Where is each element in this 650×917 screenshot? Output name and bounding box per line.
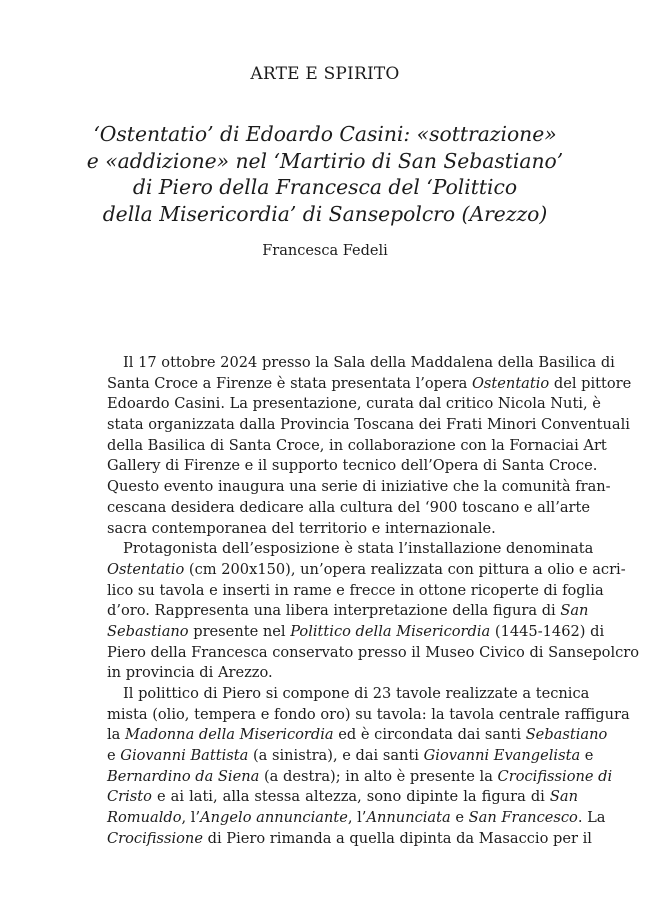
text: Protagonista dell’esposizione è stata l’installazione denominata: [123, 540, 594, 558]
paragraph-line: [107, 353, 615, 374]
text: Il 17 ottobre 2024 presso la Sala della Maddalena della Basilica di: [123, 354, 615, 371]
italic-text: Sebastiano: [525, 726, 608, 744]
paragraph-line: [107, 477, 611, 498]
text: Questo evento inaugura una serie di iniziative che la comunità fran-: [107, 478, 611, 496]
italic-text: Crocifissione: [107, 829, 203, 847]
text: e: [107, 747, 121, 765]
paragraph-line: [107, 601, 589, 622]
text: Il polittico di Piero si compone di 23 tavole realizzate a tecnica: [123, 685, 590, 702]
article-body: [107, 353, 640, 850]
italic-text: Annunciata: [366, 809, 451, 827]
italic-text: Madonna della Misericordia: [125, 726, 334, 744]
italic-text: San: [560, 602, 589, 620]
italic-text: Ostentatio: [471, 374, 550, 392]
text: ed è circondata dai santi: [333, 726, 526, 744]
title-line: di Piero della Francesca del ‘Polittico: [132, 175, 518, 199]
italic-text: Sebastiano: [107, 622, 189, 640]
text: (cm 200x150), un’opera realizzata con pittura a olio e acri-: [184, 560, 626, 578]
paragraph-line: [107, 746, 594, 767]
author-name: Francesca Fedeli: [262, 243, 388, 259]
paragraph-line: [107, 725, 608, 746]
text: di Piero rimanda a quella dipinta da Masaccio per il: [202, 829, 592, 847]
text: cescana desidera dedicare alla cultura del ‘900 toscano e all’arte: [107, 498, 591, 516]
italic-text: Giovanni Evangelista: [423, 747, 581, 765]
italic-text: Giovanni Battista: [120, 747, 249, 765]
text: stata organizzata dalla Provincia Toscana dei Frati Minori Conventuali: [107, 416, 630, 434]
text: Piero della Francesca conservato presso il Museo Civico di Sansepolcro: [107, 643, 640, 661]
italic-text: Ostentatio: [107, 560, 185, 578]
text: in provincia di Arezzo.: [107, 664, 273, 682]
paragraph-line: [107, 767, 613, 788]
italic-text: San: [549, 788, 578, 806]
title-line: e «addizione» nel ‘Martirio di San Sebastiano’: [86, 148, 564, 173]
text: della Basilica di Santa Croce, in collaborazione con la Fornaciai Art: [107, 436, 607, 454]
italic-text: Bernardino da Siena: [107, 767, 260, 785]
paragraph-line: [107, 436, 607, 457]
paragraph-line: [107, 456, 598, 477]
text: Edoardo Casini. La presentazione, curata dal critico Nicola Nuti, è: [107, 395, 601, 413]
title-line: ‘Ostentatio’ di Edoardo Casini: «sottrazione»: [93, 122, 557, 146]
paragraph-line: [107, 581, 604, 602]
paragraph-line: [107, 643, 640, 664]
text: (a sinistra), e dai santi: [248, 747, 424, 765]
title-line: della Misericordia’ di Sansepolcro (Arezzo): [102, 201, 548, 226]
text: sacra contemporanea del territorio e internazionale.: [107, 519, 496, 537]
paragraph-line: [107, 498, 591, 519]
paragraph-line: [107, 787, 578, 808]
text: Gallery di Firenze e il supporto tecnico dell’Opera di Santa Croce.: [107, 457, 598, 475]
paragraph-line: [107, 374, 632, 395]
article-title: [40, 121, 610, 227]
paragraph-line: [107, 519, 578, 540]
text: , l’: [181, 809, 201, 827]
italic-text: Crocifissione di: [497, 767, 613, 785]
paragraph-line: [107, 705, 630, 726]
text: e: [580, 747, 594, 765]
italic-text: Polittico della Misericordia: [290, 622, 491, 640]
paragraph-line: [107, 829, 592, 850]
paragraph-line: [107, 560, 626, 581]
text: e ai lati, alla stessa altezza, sono dipinte la figura di: [151, 788, 550, 806]
text: mista (olio, tempera e fondo oro) su tavola: la tavola centrale raffigura: [107, 705, 630, 723]
italic-text: Cristo: [107, 788, 152, 806]
italic-text: Angelo annunciante: [200, 809, 348, 827]
paragraph-line: [107, 808, 606, 829]
paragraph-line: [107, 663, 578, 684]
text: (1445-1462) di: [490, 622, 605, 640]
text: (a destra); in alto è presente la: [259, 767, 498, 785]
paragraph-line: [107, 415, 630, 436]
text: la: [107, 726, 126, 744]
paragraph-line: [107, 622, 605, 643]
text: . La: [577, 809, 606, 827]
text: , l’: [347, 809, 367, 827]
text: presente nel: [188, 622, 291, 640]
text: Santa Croce a Firenze è stata presentata l’opera: [107, 374, 472, 392]
italic-text: San Francesco: [468, 809, 578, 827]
text: e: [450, 809, 469, 827]
text: lico su tavola e inserti in rame e frecce in ottone ricoperte di foglia: [107, 581, 604, 599]
section-heading: ARTE E SPIRITO: [250, 64, 400, 84]
paragraph-line: [107, 539, 594, 560]
text: d’oro. Rappresenta una libera interpretazione della figura di: [107, 602, 561, 620]
paragraph-line: [107, 684, 590, 705]
italic-text: Romualdo: [107, 809, 182, 827]
text: del pittore: [549, 374, 632, 392]
paragraph-line: [107, 394, 601, 415]
